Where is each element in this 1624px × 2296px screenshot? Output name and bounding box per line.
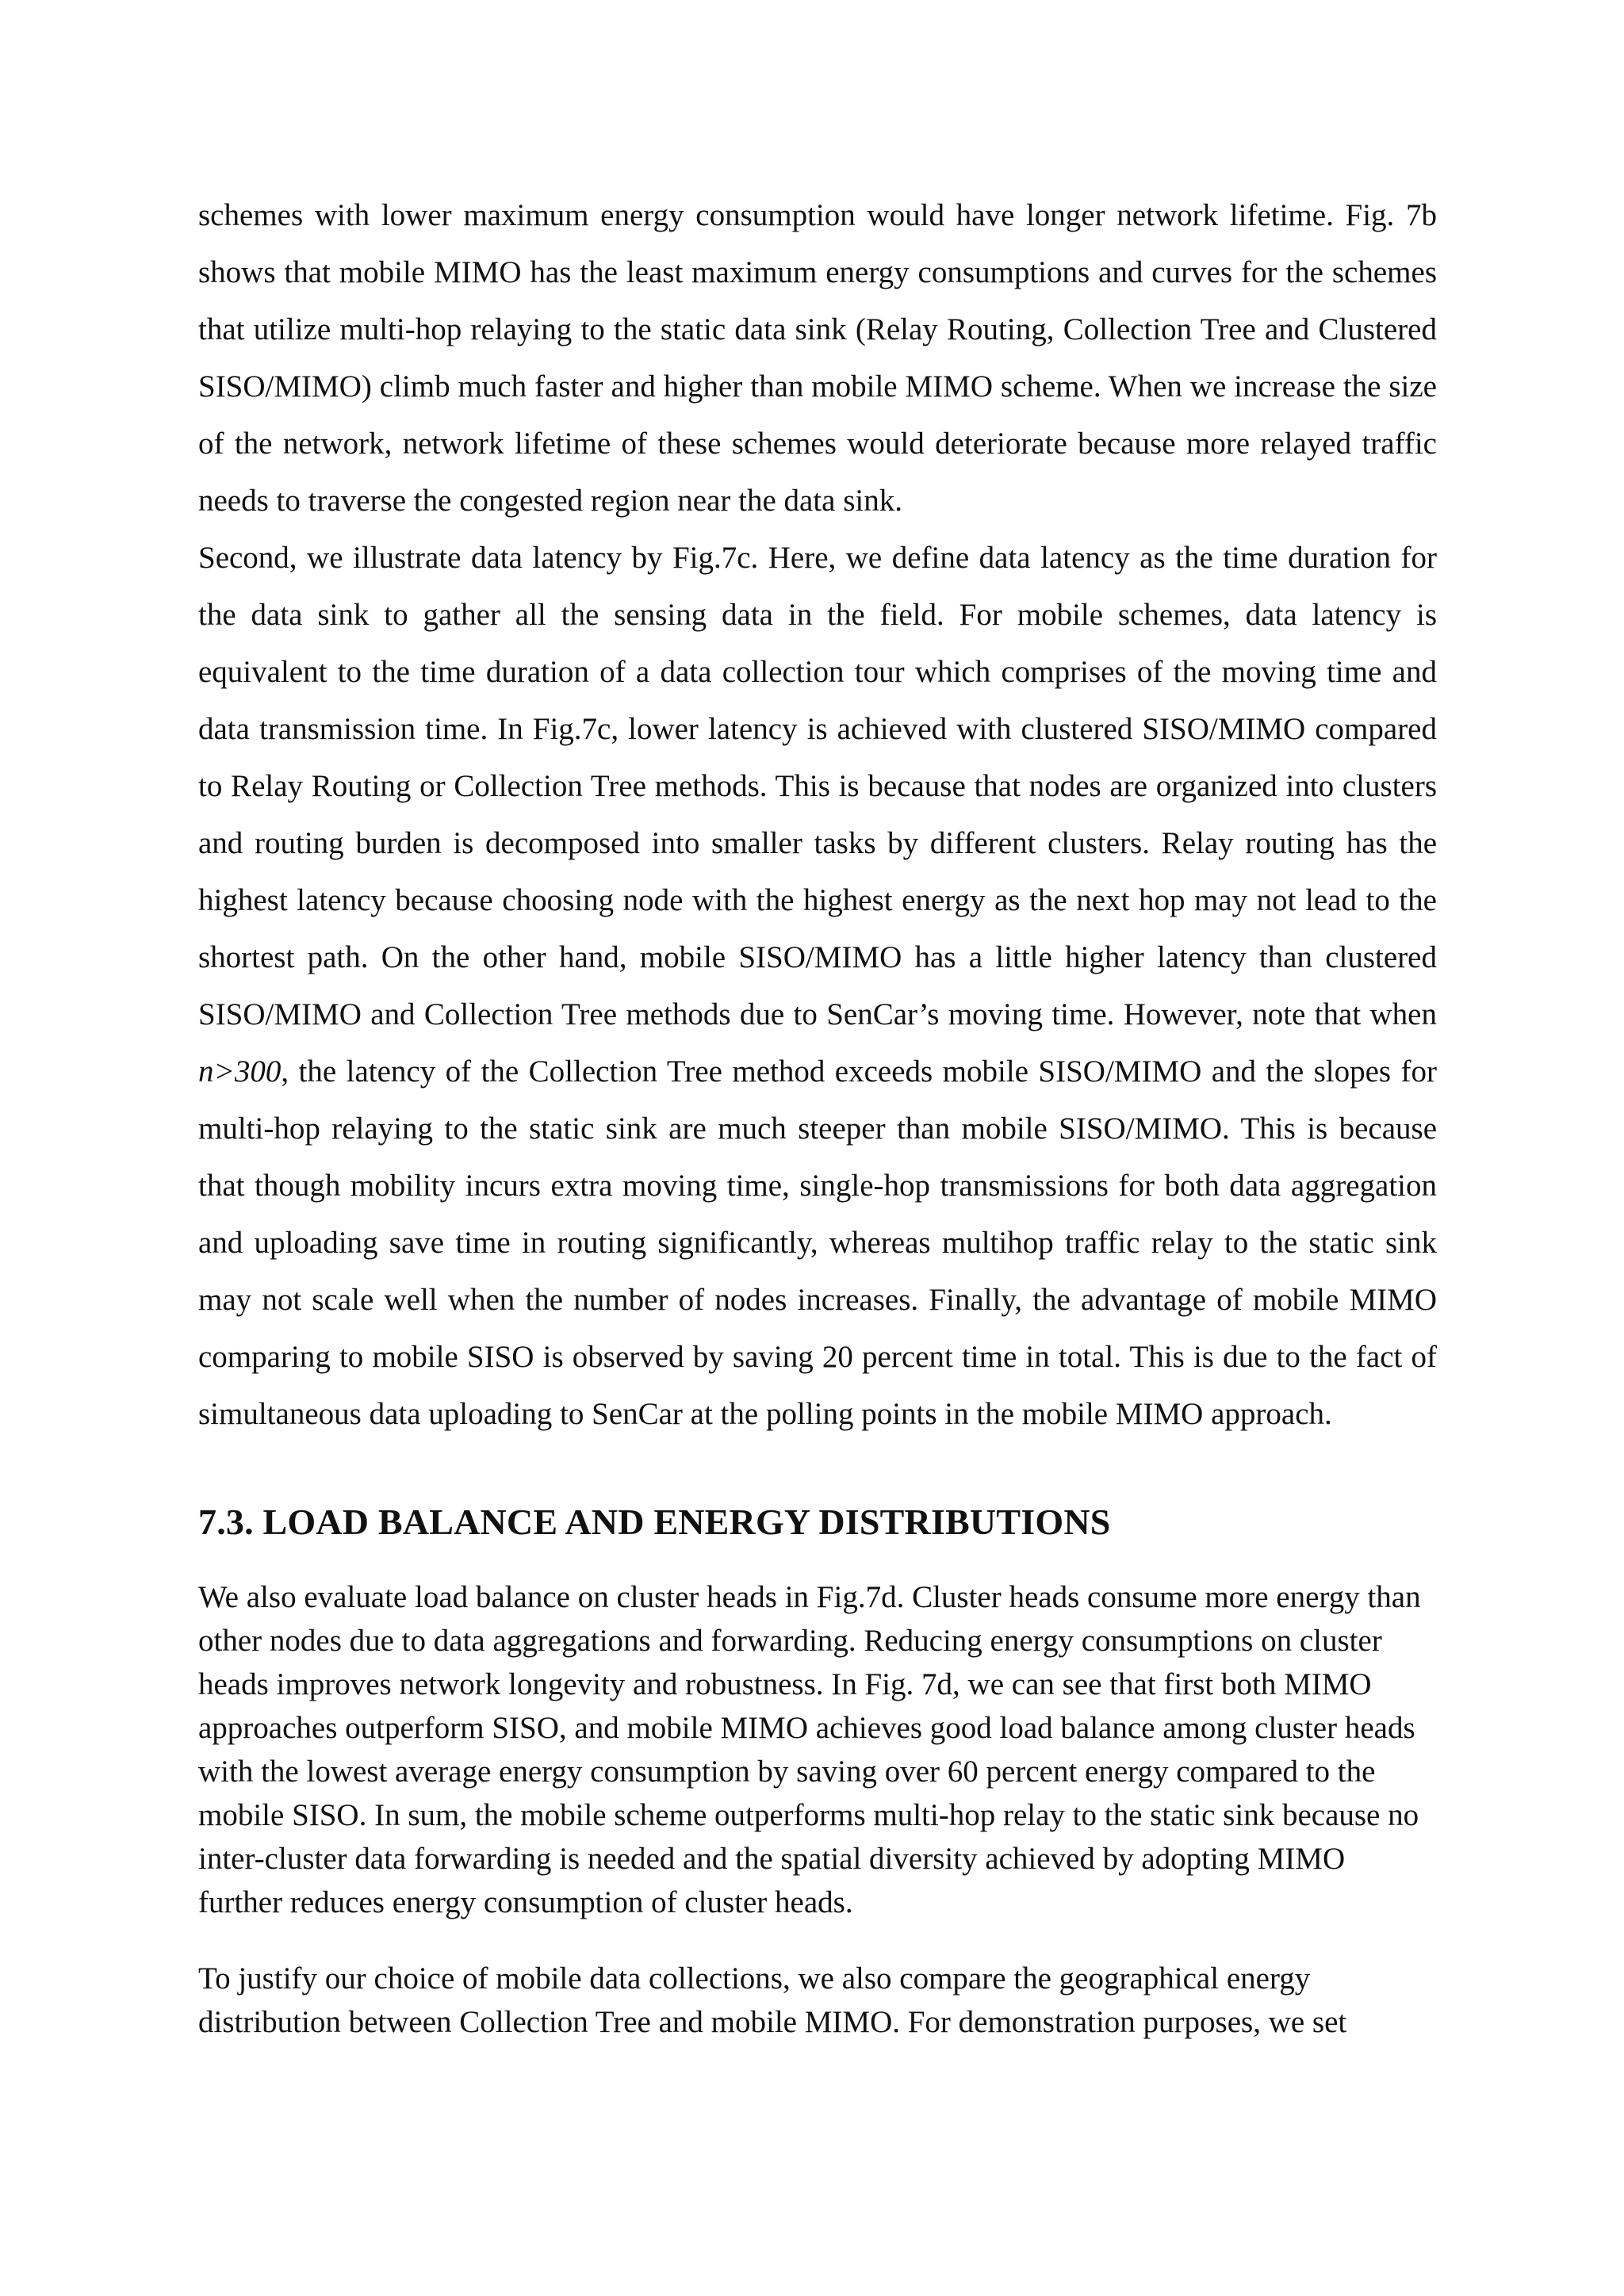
inline-math-n-greater-300: n>300 — [198, 1054, 282, 1089]
paragraph-network-lifetime: schemes with lower maximum energy consumption would have longer network lifetime. Fig. 7b shows that mobile MIMO has the least maximum energy consumptions and curves for the schemes that utilize multi-hop relaying to the static data sink (Relay Routing, Collection Tree and Clustered SISO/MIMO) climb much faster and higher than mobile MIMO scheme. When we increase the size of the network, network lifetime of these schemes would deteriorate because more relayed traffic needs to traverse the congested region near the data sink. — [198, 198, 1437, 518]
paragraph-data-latency-part1: Second, we illustrate data latency by Fig.7c. Here, we define data latency as the time duration for the data sink to gather all the sensing data in the field. For mobile schemes, data latency is equivalent to the time duration of a data collection tour which comprises of the moving time and data transmission time. In Fig.7c, lower latency is achieved with clustered SISO/MIMO compared to Relay Routing or Collection Tree methods. This is because that nodes are organized into clusters and routing burden is decomposed into smaller tasks by different clusters. Relay routing has the highest latency because choosing node with the highest energy as the next hop may not lead to the shortest path. On the other hand, mobile SISO/MIMO has a little higher latency than clustered SISO/MIMO and Collection Tree methods due to SenCar’s moving time. However, note that when — [198, 541, 1437, 1031]
paragraph-energy-distribution: To justify our choice of mobile data collections, we also compare the geographical energy distribution between Collection Tree and mobile MIMO. For demonstration purposes, we set — [198, 1961, 1347, 2039]
paragraph-load-balance: We also evaluate load balance on cluster heads in Fig.7d. Cluster heads consume more energy than other nodes due to data aggregations and forwarding. Reducing energy consumptions on cluster heads improves network longevity and robustness. In Fig. 7d, we can see that first both MIMO approaches outperform SISO, and mobile MIMO achieves good load balance among cluster heads with the lowest average energy consumption by saving over 60 percent energy compared to the mobile SISO. In sum, the mobile scheme outperforms multi-hop relay to the static sink because no inter-cluster data forwarding is needed and the spatial diversity achieved by adopting MIMO further reduces energy consumption of cluster heads. — [198, 1580, 1421, 1919]
paragraph-data-latency-part2: , the latency of the Collection Tree method exceeds mobile SISO/MIMO and the slopes for multi-hop relaying to the static sink are much steeper than mobile SISO/MIMO. This is because that though mobility incurs extra moving time, single-hop transmissions for both data aggregation and uploading save time in routing significantly, whereas multihop traffic relay to the static sink may not scale well when the number of nodes increases. Finally, the advantage of mobile MIMO comparing to mobile SISO is observed by saving 20 percent time in total. This is due to the fact of simultaneous data uploading to SenCar at the polling points in the mobile MIMO approach. — [198, 1054, 1437, 1431]
section-heading: 7.3. LOAD BALANCE AND ENERGY DISTRIBUTIONS — [198, 1502, 1111, 1542]
paragraph-data-latency — [198, 530, 1437, 1443]
